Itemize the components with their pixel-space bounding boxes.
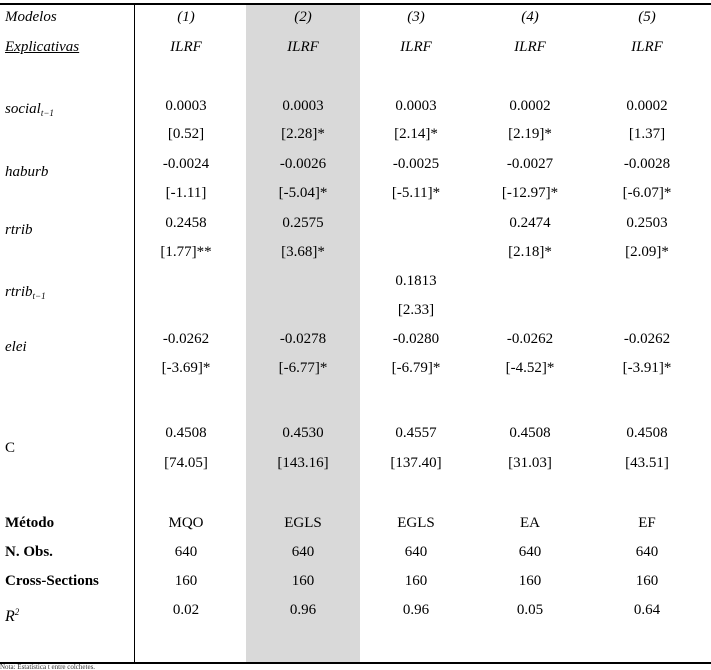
model-5-dependent: ILRF: [631, 39, 663, 55]
model-5-number: (5): [638, 9, 656, 25]
elei-coef-3: -0.0280: [392, 331, 440, 347]
header-modelos-label: Modelos: [5, 9, 57, 25]
elei-coef-5: -0.0262: [623, 331, 671, 347]
nobs-value-1: 640: [174, 544, 198, 560]
elei-stat-5: [-3.91]*: [622, 360, 672, 376]
rtrib-stat-2: [3.68]*: [281, 244, 325, 260]
elei-stat-1: [-3.69]*: [161, 360, 211, 376]
model-1-dependent: ILRF: [170, 39, 202, 55]
haburb-stat-2: [-5.04]*: [278, 185, 328, 201]
nobs-value-5: 640: [635, 544, 659, 560]
rtrib-stat-1: [1.77]**: [160, 244, 212, 260]
nobs-value-3: 640: [404, 544, 428, 560]
r2-value-1: 0.02: [172, 602, 200, 618]
table-top-rule: [0, 3, 711, 5]
model-4-number: (4): [521, 9, 539, 25]
rtrib-coef-2: 0.2575: [282, 215, 324, 231]
var-haburb-label: haburb: [5, 164, 49, 180]
cross-value-5: 160: [635, 573, 659, 589]
cross-value-1: 160: [174, 573, 198, 589]
haburb-coef-1: -0.0024: [162, 156, 210, 172]
var-rtrib-lag-label: rtrib$_{t-1}$: [5, 284, 46, 301]
model-4-dependent: ILRF: [514, 39, 546, 55]
table-footnote: Nota: Estatística t entre colchetes.: [0, 664, 96, 670]
haburb-stat-4: [-12.97]*: [501, 185, 559, 201]
constant-stat-5: [43.51]: [625, 455, 669, 471]
table-vertical-divider: [134, 5, 135, 662]
constant-coef-1: 0.4508: [165, 425, 207, 441]
var-elei-label: elei: [5, 339, 27, 355]
constant-stat-1: [74.05]: [164, 455, 208, 471]
cross-value-4: 160: [518, 573, 542, 589]
nobs-value-2: 640: [291, 544, 315, 560]
constant-stat-4: [31.03]: [508, 455, 552, 471]
haburb-stat-5: [-6.07]*: [622, 185, 672, 201]
metodo-value-3: EGLS: [397, 515, 435, 531]
var-constant-label: C: [5, 440, 16, 456]
constant-coef-4: 0.4508: [509, 425, 551, 441]
haburb-stat-1: [-1.11]: [165, 185, 207, 201]
constant-stat-2: [143.16]: [277, 455, 329, 471]
metodo-value-5: EF: [638, 515, 656, 531]
haburb-coef-3: -0.0025: [392, 156, 440, 172]
elei-stat-4: [-4.52]*: [505, 360, 555, 376]
rtrib-coef-4: 0.2474: [509, 215, 551, 231]
summary-nobs-label: N. Obs.: [5, 544, 53, 560]
model-3-dependent: ILRF: [400, 39, 432, 55]
nobs-value-4: 640: [518, 544, 542, 560]
r2-value-3: 0.96: [402, 602, 430, 618]
social-stat-2: [2.28]*: [281, 126, 325, 142]
social-stat-3: [2.14]*: [394, 126, 438, 142]
cross-value-2: 160: [291, 573, 315, 589]
model-2-number: (2): [294, 9, 312, 25]
elei-coef-4: -0.0262: [506, 331, 554, 347]
cross-value-3: 160: [404, 573, 428, 589]
constant-stat-3: [137.40]: [390, 455, 442, 471]
r2-value-4: 0.05: [516, 602, 544, 618]
constant-coef-2: 0.4530: [282, 425, 324, 441]
model-2-dependent: ILRF: [287, 39, 319, 55]
r2-value-2: 0.96: [289, 602, 317, 618]
summary-metodo-label: Método: [5, 515, 55, 531]
metodo-value-1: MQO: [168, 515, 204, 531]
header-explicativas-label: Explicativas: [5, 39, 80, 55]
elei-coef-2: -0.0278: [279, 331, 327, 347]
model-1-number: (1): [177, 9, 195, 25]
rtrib-lag-coef-3: 0.1813: [395, 273, 437, 289]
elei-stat-2: [-6.77]*: [278, 360, 328, 376]
elei-coef-1: -0.0262: [162, 331, 210, 347]
model-3-number: (3): [407, 9, 425, 25]
constant-coef-5: 0.4508: [626, 425, 668, 441]
social-coef-2: 0.0003: [282, 98, 324, 114]
social-coef-1: 0.0003: [165, 98, 207, 114]
elei-stat-3: [-6.79]*: [391, 360, 441, 376]
table-bottom-rule: [0, 662, 711, 664]
metodo-value-4: EA: [520, 515, 540, 531]
var-social-label: social$_{t-1}$: [5, 101, 54, 118]
social-stat-5: [1.37]: [628, 126, 666, 142]
social-coef-3: 0.0003: [395, 98, 437, 114]
rtrib-lag-stat-3: [2.33]: [397, 302, 435, 318]
rtrib-coef-1: 0.2458: [165, 215, 207, 231]
social-coef-4: 0.0002: [509, 98, 551, 114]
social-stat-4: [2.19]*: [508, 126, 552, 142]
haburb-stat-3: [-5.11]*: [391, 185, 441, 201]
r2-value-5: 0.64: [633, 602, 661, 618]
rtrib-stat-4: [2.18]*: [508, 244, 552, 260]
social-stat-1: [0.52]: [167, 126, 205, 142]
summary-r-squared-label: $R^2$: [5, 607, 20, 625]
haburb-coef-5: -0.0028: [623, 156, 671, 172]
haburb-coef-4: -0.0027: [506, 156, 554, 172]
haburb-coef-2: -0.0026: [279, 156, 327, 172]
metodo-value-2: EGLS: [284, 515, 322, 531]
summary-cross-sections-label: Cross-Sections: [5, 573, 99, 589]
constant-coef-3: 0.4557: [395, 425, 437, 441]
rtrib-stat-5: [2.09]*: [625, 244, 669, 260]
rtrib-coef-5: 0.2503: [626, 215, 668, 231]
var-rtrib-label: rtrib: [5, 222, 33, 238]
social-coef-5: 0.0002: [626, 98, 668, 114]
